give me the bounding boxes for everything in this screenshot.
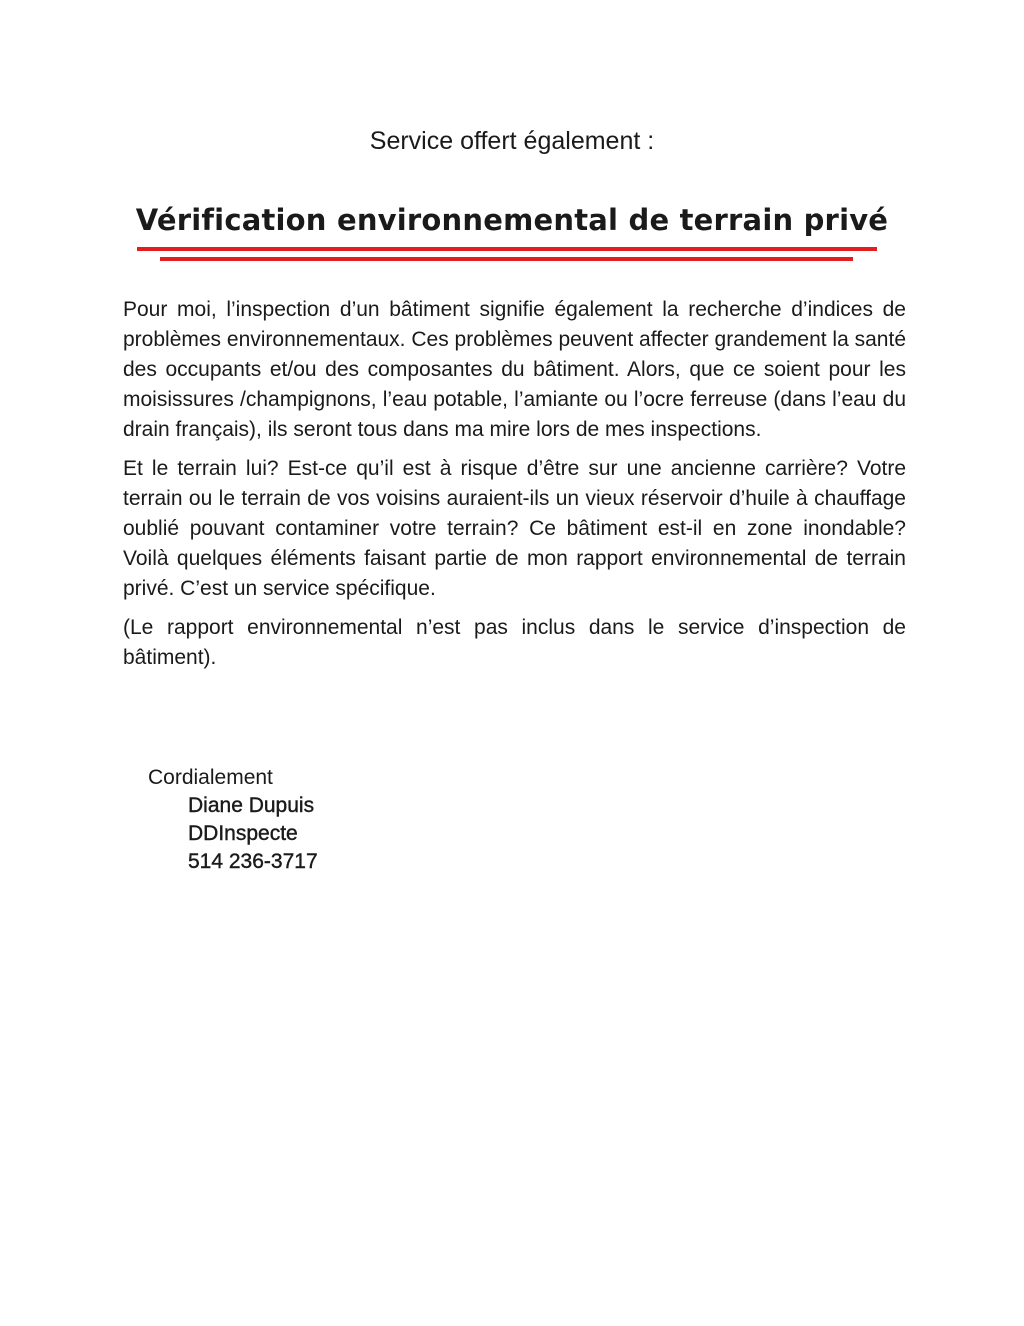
paragraph-inspection: Pour moi, l’inspection d’un bâtiment signifie également la recherche d’indices de problèmes environnementaux. Ces problèmes peuvent affecter grandement la santé des occupants et/ou des composantes du bâtiment. Alors, que ce soient pour les moisissures /champignons, l’eau potable, l’amiante ou l’ocre ferreuse (dans l’eau du drain français), ils seront tous dans ma mire lors de mes inspections. (123, 298, 906, 441)
title-underline-bottom (160, 257, 853, 261)
signature-phone: 514 236-3717 (188, 850, 318, 873)
signature-company: DDInspecte (188, 822, 298, 845)
paragraph-note: (Le rapport environnemental n’est pas inclus dans le service d’inspection de bâtiment). (123, 616, 906, 669)
body-text (123, 295, 906, 682)
paragraph-terrain: Et le terrain lui? Est-ce qu’il est à risque d’être sur une ancienne carrière? Votre terrain ou le terrain de vos voisins auraient-ils un vieux réservoir d’huile à chauffage oublié pouvant contaminer votre terrain? Ce bâtiment est-il en zone inondable? Voilà quelques éléments faisant partie de mon rapport environnemental de terrain privé. C’est un service spécifique. (123, 457, 906, 600)
signature-block (148, 764, 318, 876)
title-underline-top (137, 247, 877, 251)
page-title: Vérification environnemental de terrain privé (135, 203, 889, 237)
signature-closing: Cordialement (148, 766, 273, 789)
signature-name: Diane Dupuis (188, 794, 315, 817)
service-kicker: Service offert également : (369, 127, 655, 155)
